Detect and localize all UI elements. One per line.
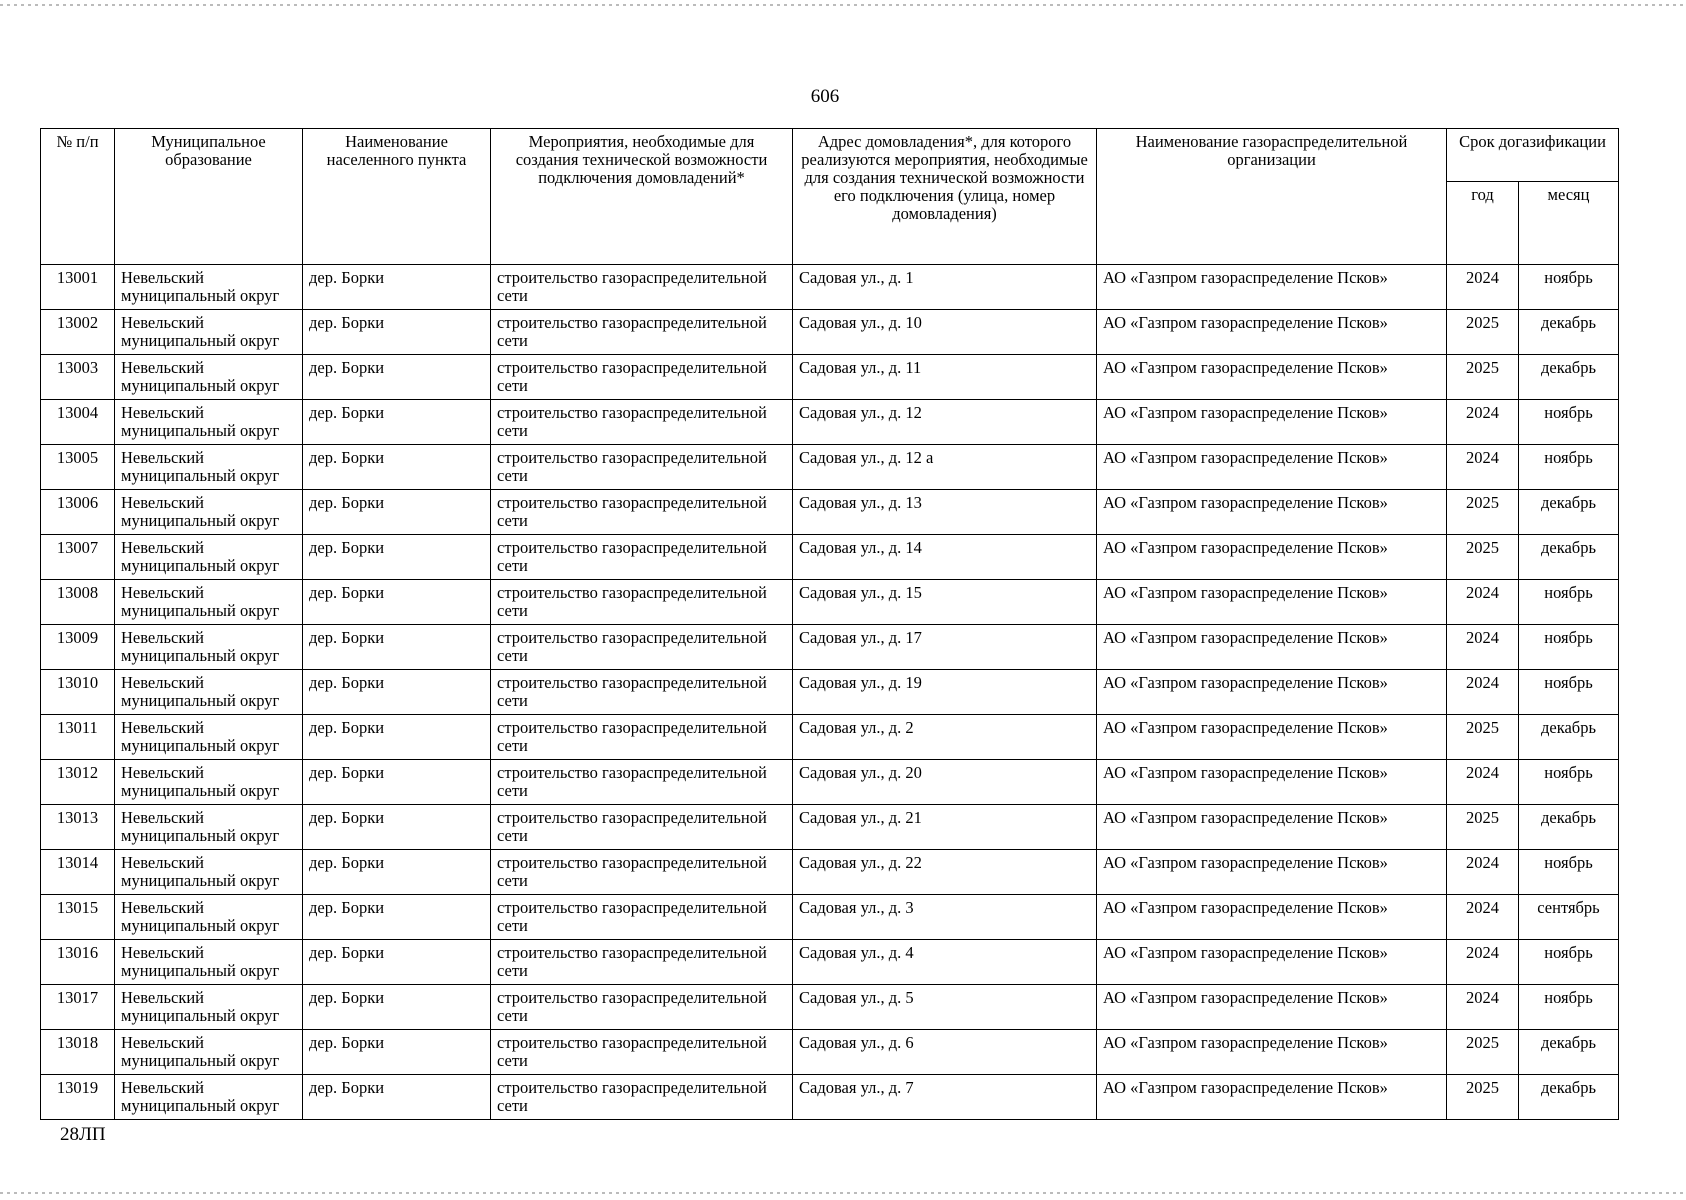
row-municipality: Невельский муниципальный округ bbox=[115, 760, 303, 805]
page-number: 606 bbox=[810, 86, 840, 107]
row-settlement: дер. Борки bbox=[303, 625, 491, 670]
row-num: 13009 bbox=[41, 625, 115, 670]
table-row bbox=[41, 355, 1619, 400]
table-row bbox=[41, 715, 1619, 760]
row-settlement: дер. Борки bbox=[303, 310, 491, 355]
row-year: 2024 bbox=[1447, 670, 1519, 715]
row-municipality: Невельский муниципальный округ bbox=[115, 1030, 303, 1075]
row-month: декабрь bbox=[1519, 535, 1619, 580]
table-row bbox=[41, 265, 1619, 310]
row-settlement: дер. Борки bbox=[303, 1030, 491, 1075]
row-address: Садовая ул., д. 21 bbox=[793, 805, 1097, 850]
header-settlement: Наименование населенного пункта bbox=[303, 129, 491, 265]
row-num: 13001 bbox=[41, 265, 115, 310]
row-organization: АО «Газпром газораспределение Псков» bbox=[1097, 940, 1447, 985]
table-row bbox=[41, 580, 1619, 625]
row-year: 2024 bbox=[1447, 985, 1519, 1030]
row-year: 2024 bbox=[1447, 625, 1519, 670]
row-municipality: Невельский муниципальный округ bbox=[115, 445, 303, 490]
row-measures: строительство газораспределительной сети bbox=[491, 400, 793, 445]
row-num: 13011 bbox=[41, 715, 115, 760]
row-month: ноябрь bbox=[1519, 445, 1619, 490]
row-year: 2025 bbox=[1447, 1075, 1519, 1120]
row-measures: строительство газораспределительной сети bbox=[491, 1030, 793, 1075]
row-measures: строительство газораспределительной сети bbox=[491, 580, 793, 625]
table-row bbox=[41, 805, 1619, 850]
row-num: 13003 bbox=[41, 355, 115, 400]
row-organization: АО «Газпром газораспределение Псков» bbox=[1097, 535, 1447, 580]
row-year: 2024 bbox=[1447, 850, 1519, 895]
row-month: декабрь bbox=[1519, 805, 1619, 850]
row-address: Садовая ул., д. 13 bbox=[793, 490, 1097, 535]
row-settlement: дер. Борки bbox=[303, 805, 491, 850]
row-month: ноябрь bbox=[1519, 670, 1619, 715]
row-organization: АО «Газпром газораспределение Псков» bbox=[1097, 625, 1447, 670]
row-address: Садовая ул., д. 11 bbox=[793, 355, 1097, 400]
row-municipality: Невельский муниципальный округ bbox=[115, 895, 303, 940]
row-organization: АО «Газпром газораспределение Псков» bbox=[1097, 445, 1447, 490]
row-organization: АО «Газпром газораспределение Псков» bbox=[1097, 715, 1447, 760]
row-num: 13004 bbox=[41, 400, 115, 445]
row-organization: АО «Газпром газораспределение Псков» bbox=[1097, 895, 1447, 940]
row-address: Садовая ул., д. 5 bbox=[793, 985, 1097, 1030]
row-month: декабрь bbox=[1519, 355, 1619, 400]
row-organization: АО «Газпром газораспределение Псков» bbox=[1097, 1030, 1447, 1075]
table-row bbox=[41, 1075, 1619, 1120]
row-settlement: дер. Борки bbox=[303, 490, 491, 535]
row-settlement: дер. Борки bbox=[303, 670, 491, 715]
row-month: ноябрь bbox=[1519, 400, 1619, 445]
row-measures: строительство газораспределительной сети bbox=[491, 985, 793, 1030]
row-month: декабрь bbox=[1519, 490, 1619, 535]
row-address: Садовая ул., д. 20 bbox=[793, 760, 1097, 805]
table-row bbox=[41, 310, 1619, 355]
row-municipality: Невельский муниципальный округ bbox=[115, 355, 303, 400]
header-measures: Мероприятия, необходимые для создания технической возможности подключения домовладений* bbox=[491, 129, 793, 265]
row-year: 2024 bbox=[1447, 580, 1519, 625]
table-body bbox=[41, 265, 1619, 1120]
row-organization: АО «Газпром газораспределение Псков» bbox=[1097, 400, 1447, 445]
row-municipality: Невельский муниципальный округ bbox=[115, 490, 303, 535]
row-organization: АО «Газпром газораспределение Псков» bbox=[1097, 1075, 1447, 1120]
row-municipality: Невельский муниципальный округ bbox=[115, 265, 303, 310]
row-num: 13015 bbox=[41, 895, 115, 940]
row-num: 13010 bbox=[41, 670, 115, 715]
table-row bbox=[41, 400, 1619, 445]
header-address: Адрес домовладения*, для которого реализуются мероприятия, необходимые для создания технической возможности его подключения (улица, номер домовладения) bbox=[793, 129, 1097, 265]
table-row bbox=[41, 985, 1619, 1030]
row-num: 13016 bbox=[41, 940, 115, 985]
row-num: 13012 bbox=[41, 760, 115, 805]
row-settlement: дер. Борки bbox=[303, 895, 491, 940]
row-month: декабрь bbox=[1519, 1030, 1619, 1075]
row-address: Садовая ул., д. 15 bbox=[793, 580, 1097, 625]
row-settlement: дер. Борки bbox=[303, 850, 491, 895]
row-address: Садовая ул., д. 19 bbox=[793, 670, 1097, 715]
row-measures: строительство газораспределительной сети bbox=[491, 805, 793, 850]
table-row bbox=[41, 490, 1619, 535]
header-year: год bbox=[1447, 182, 1519, 265]
row-year: 2025 bbox=[1447, 355, 1519, 400]
row-year: 2025 bbox=[1447, 805, 1519, 850]
row-year: 2024 bbox=[1447, 445, 1519, 490]
row-measures: строительство газораспределительной сети bbox=[491, 265, 793, 310]
row-measures: строительство газораспределительной сети bbox=[491, 535, 793, 580]
footer-code: 28ЛП bbox=[60, 1124, 106, 1145]
row-address: Садовая ул., д. 7 bbox=[793, 1075, 1097, 1120]
row-settlement: дер. Борки bbox=[303, 940, 491, 985]
row-municipality: Невельский муниципальный округ bbox=[115, 535, 303, 580]
row-num: 13007 bbox=[41, 535, 115, 580]
row-measures: строительство газораспределительной сети bbox=[491, 715, 793, 760]
row-month: ноябрь bbox=[1519, 265, 1619, 310]
row-organization: АО «Газпром газораспределение Псков» bbox=[1097, 490, 1447, 535]
row-year: 2025 bbox=[1447, 535, 1519, 580]
table-row bbox=[41, 670, 1619, 715]
row-year: 2024 bbox=[1447, 940, 1519, 985]
row-organization: АО «Газпром газораспределение Псков» bbox=[1097, 310, 1447, 355]
header-month: месяц bbox=[1519, 182, 1619, 265]
row-measures: строительство газораспределительной сети bbox=[491, 760, 793, 805]
row-year: 2025 bbox=[1447, 310, 1519, 355]
row-settlement: дер. Борки bbox=[303, 715, 491, 760]
row-municipality: Невельский муниципальный округ bbox=[115, 985, 303, 1030]
row-address: Садовая ул., д. 12 а bbox=[793, 445, 1097, 490]
row-municipality: Невельский муниципальный округ bbox=[115, 625, 303, 670]
row-organization: АО «Газпром газораспределение Псков» bbox=[1097, 760, 1447, 805]
gasification-table bbox=[40, 128, 1619, 1120]
row-measures: строительство газораспределительной сети bbox=[491, 625, 793, 670]
header-organization: Наименование газораспределительной организации bbox=[1097, 129, 1447, 265]
row-address: Садовая ул., д. 10 bbox=[793, 310, 1097, 355]
row-municipality: Невельский муниципальный округ bbox=[115, 400, 303, 445]
row-address: Садовая ул., д. 6 bbox=[793, 1030, 1097, 1075]
row-municipality: Невельский муниципальный округ bbox=[115, 580, 303, 625]
table-row bbox=[41, 850, 1619, 895]
table-row bbox=[41, 760, 1619, 805]
row-num: 13018 bbox=[41, 1030, 115, 1075]
row-municipality: Невельский муниципальный округ bbox=[115, 715, 303, 760]
row-year: 2024 bbox=[1447, 760, 1519, 805]
row-organization: АО «Газпром газораспределение Псков» bbox=[1097, 355, 1447, 400]
row-num: 13008 bbox=[41, 580, 115, 625]
scan-edge-bottom bbox=[0, 1192, 1686, 1194]
header-municipality: Муниципальное образование bbox=[115, 129, 303, 265]
row-municipality: Невельский муниципальный округ bbox=[115, 1075, 303, 1120]
row-month: сентябрь bbox=[1519, 895, 1619, 940]
table-row bbox=[41, 535, 1619, 580]
row-municipality: Невельский муниципальный округ bbox=[115, 805, 303, 850]
row-settlement: дер. Борки bbox=[303, 535, 491, 580]
row-measures: строительство газораспределительной сети bbox=[491, 850, 793, 895]
header-num: № п/п bbox=[41, 129, 115, 265]
row-settlement: дер. Борки bbox=[303, 985, 491, 1030]
table-row bbox=[41, 1030, 1619, 1075]
row-settlement: дер. Борки bbox=[303, 445, 491, 490]
row-num: 13005 bbox=[41, 445, 115, 490]
row-address: Садовая ул., д. 3 bbox=[793, 895, 1097, 940]
row-num: 13014 bbox=[41, 850, 115, 895]
row-num: 13006 bbox=[41, 490, 115, 535]
row-organization: АО «Газпром газораспределение Псков» bbox=[1097, 265, 1447, 310]
row-month: декабрь bbox=[1519, 715, 1619, 760]
row-settlement: дер. Борки bbox=[303, 355, 491, 400]
row-measures: строительство газораспределительной сети bbox=[491, 490, 793, 535]
row-organization: АО «Газпром газораспределение Псков» bbox=[1097, 580, 1447, 625]
row-address: Садовая ул., д. 17 bbox=[793, 625, 1097, 670]
table-row bbox=[41, 625, 1619, 670]
row-measures: строительство газораспределительной сети bbox=[491, 940, 793, 985]
header-deadline: Срок догазификации bbox=[1447, 129, 1619, 182]
row-municipality: Невельский муниципальный округ bbox=[115, 940, 303, 985]
row-settlement: дер. Борки bbox=[303, 1075, 491, 1120]
row-settlement: дер. Борки bbox=[303, 400, 491, 445]
row-year: 2025 bbox=[1447, 715, 1519, 760]
row-organization: АО «Газпром газораспределение Псков» bbox=[1097, 805, 1447, 850]
row-month: ноябрь bbox=[1519, 985, 1619, 1030]
table-row bbox=[41, 445, 1619, 490]
row-municipality: Невельский муниципальный округ bbox=[115, 850, 303, 895]
table-header bbox=[41, 129, 1619, 265]
row-organization: АО «Газпром газораспределение Псков» bbox=[1097, 670, 1447, 715]
row-address: Садовая ул., д. 12 bbox=[793, 400, 1097, 445]
row-month: ноябрь bbox=[1519, 580, 1619, 625]
row-address: Садовая ул., д. 1 bbox=[793, 265, 1097, 310]
row-year: 2025 bbox=[1447, 1030, 1519, 1075]
row-month: ноябрь bbox=[1519, 940, 1619, 985]
row-organization: АО «Газпром газораспределение Псков» bbox=[1097, 850, 1447, 895]
table-row bbox=[41, 940, 1619, 985]
row-measures: строительство газораспределительной сети bbox=[491, 310, 793, 355]
row-address: Садовая ул., д. 14 bbox=[793, 535, 1097, 580]
row-municipality: Невельский муниципальный округ bbox=[115, 310, 303, 355]
row-year: 2024 bbox=[1447, 895, 1519, 940]
row-measures: строительство газораспределительной сети bbox=[491, 355, 793, 400]
row-num: 13017 bbox=[41, 985, 115, 1030]
row-measures: строительство газораспределительной сети bbox=[491, 670, 793, 715]
row-organization: АО «Газпром газораспределение Псков» bbox=[1097, 985, 1447, 1030]
row-settlement: дер. Борки bbox=[303, 760, 491, 805]
row-year: 2025 bbox=[1447, 490, 1519, 535]
row-measures: строительство газораспределительной сети bbox=[491, 895, 793, 940]
row-address: Садовая ул., д. 2 bbox=[793, 715, 1097, 760]
row-num: 13019 bbox=[41, 1075, 115, 1120]
scan-edge-top bbox=[0, 4, 1686, 6]
row-address: Садовая ул., д. 4 bbox=[793, 940, 1097, 985]
row-num: 13002 bbox=[41, 310, 115, 355]
row-month: ноябрь bbox=[1519, 850, 1619, 895]
row-municipality: Невельский муниципальный округ bbox=[115, 670, 303, 715]
row-month: декабрь bbox=[1519, 310, 1619, 355]
row-settlement: дер. Борки bbox=[303, 265, 491, 310]
row-measures: строительство газораспределительной сети bbox=[491, 1075, 793, 1120]
row-year: 2024 bbox=[1447, 265, 1519, 310]
row-address: Садовая ул., д. 22 bbox=[793, 850, 1097, 895]
row-num: 13013 bbox=[41, 805, 115, 850]
row-month: декабрь bbox=[1519, 1075, 1619, 1120]
row-year: 2024 bbox=[1447, 400, 1519, 445]
row-measures: строительство газораспределительной сети bbox=[491, 445, 793, 490]
table-row bbox=[41, 895, 1619, 940]
row-month: ноябрь bbox=[1519, 625, 1619, 670]
row-settlement: дер. Борки bbox=[303, 580, 491, 625]
row-month: ноябрь bbox=[1519, 760, 1619, 805]
